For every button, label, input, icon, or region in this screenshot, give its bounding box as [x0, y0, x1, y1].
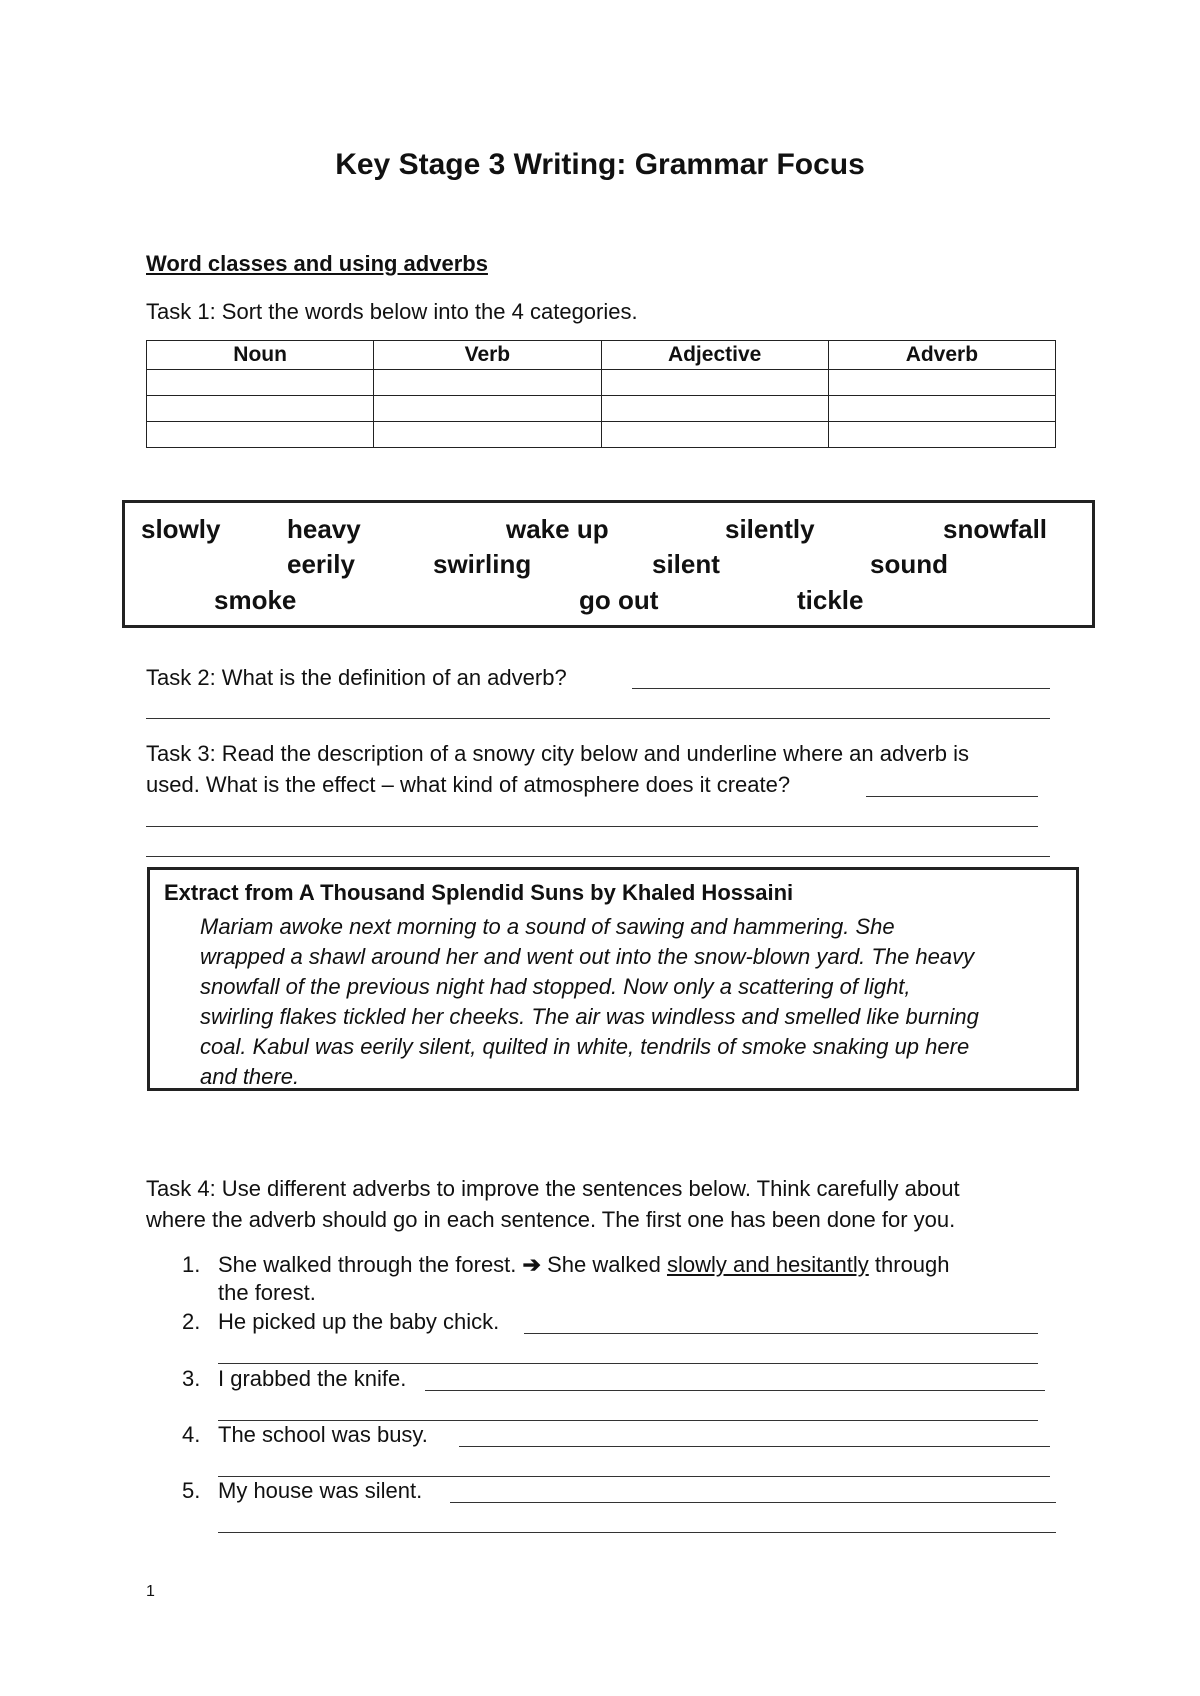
- word-bank-item: silently: [725, 514, 815, 544]
- arrow-right-icon: ➔: [522, 1252, 541, 1277]
- list-number: 4.: [182, 1422, 201, 1447]
- table-cell[interactable]: [374, 422, 601, 448]
- answer-line[interactable]: [632, 688, 1050, 689]
- answer-line[interactable]: [450, 1502, 1056, 1503]
- answer-line[interactable]: [425, 1390, 1045, 1391]
- item-sentence: The school was busy.: [218, 1422, 428, 1447]
- list-number: 3.: [182, 1366, 201, 1391]
- word-bank-item: silent: [652, 549, 720, 579]
- word-bank-item: wake up: [506, 514, 609, 544]
- word-bank-item: slowly: [141, 514, 221, 544]
- item-sentence: I grabbed the knife.: [218, 1366, 407, 1391]
- answer-line[interactable]: [218, 1363, 1038, 1364]
- extract-line: coal. Kabul was eerily silent, quilted in white, tendrils of smoke snaking up here: [200, 1034, 970, 1059]
- answer-line[interactable]: [866, 796, 1038, 797]
- list-number: 1.: [182, 1252, 201, 1277]
- extract-line: and there.: [200, 1064, 300, 1089]
- header-adverb: Adverb: [828, 341, 1055, 370]
- table-cell[interactable]: [828, 370, 1055, 396]
- extract-box: [147, 867, 1079, 1091]
- word-bank-item: snowfall: [943, 514, 1048, 544]
- example-answer-continuation: the forest.: [218, 1280, 316, 1305]
- example-answer-pre: She walked: [547, 1252, 661, 1277]
- answer-line[interactable]: [524, 1333, 1038, 1334]
- page-number: 1: [146, 1583, 155, 1600]
- item-sentence: My house was silent.: [218, 1478, 423, 1503]
- section-heading: Word classes and using adverbs: [146, 251, 488, 276]
- header-noun: Noun: [147, 341, 374, 370]
- extract-line: Mariam awoke next morning to a sound of sawing and hammering. She: [200, 914, 895, 939]
- extract-line: wrapped a shawl around her and went out into the snow-blown yard. The heavy: [200, 944, 975, 969]
- example-answer-adverbs: slowly and hesitantly: [666, 1252, 869, 1277]
- table-row: [147, 370, 1056, 396]
- item-sentence: She walked through the forest.: [218, 1252, 517, 1277]
- table-row: [147, 396, 1056, 422]
- task3-instruction-line2: used. What is the effect – what kind of atmosphere does it create?: [146, 772, 791, 797]
- extract-title: Extract from A Thousand Splendid Suns by Khaled Hossaini: [164, 880, 794, 905]
- table-cell[interactable]: [601, 396, 828, 422]
- answer-line[interactable]: [146, 718, 1050, 719]
- word-bank-item: go out: [579, 585, 659, 615]
- answer-line[interactable]: [218, 1476, 1050, 1477]
- word-bank-item: heavy: [287, 514, 361, 544]
- item-sentence: He picked up the baby chick.: [218, 1309, 500, 1334]
- header-adjective: Adjective: [601, 341, 828, 370]
- table-cell[interactable]: [374, 370, 601, 396]
- table-cell[interactable]: [147, 422, 374, 448]
- extract-line: snowfall of the previous night had stopped. Now only a scattering of light,: [200, 974, 911, 999]
- extract-body: [200, 912, 1060, 1092]
- task4-instruction-line1: Task 4: Use different adverbs to improve the sentences below. Think carefully about: [146, 1176, 960, 1201]
- table-cell[interactable]: [601, 422, 828, 448]
- list-number: 2.: [182, 1309, 201, 1334]
- header-verb: Verb: [374, 341, 601, 370]
- task1-instruction: Task 1: Sort the words below into the 4 categories.: [146, 299, 638, 324]
- table-row: [147, 422, 1056, 448]
- task3-instruction-line1: Task 3: Read the description of a snowy city below and underline where an adverb is: [146, 741, 970, 766]
- table-cell[interactable]: [147, 396, 374, 422]
- word-bank-item: swirling: [433, 549, 532, 579]
- word-bank-item: smoke: [214, 585, 297, 615]
- table-cell[interactable]: [828, 396, 1055, 422]
- table-cell[interactable]: [828, 422, 1055, 448]
- answer-line[interactable]: [459, 1446, 1050, 1447]
- list-number: 5.: [182, 1478, 201, 1503]
- word-bank-item: tickle: [797, 585, 864, 615]
- list-item: [218, 1252, 950, 1278]
- answer-line[interactable]: [146, 856, 1050, 857]
- table-cell[interactable]: [601, 370, 828, 396]
- table-cell[interactable]: [147, 370, 374, 396]
- answer-line[interactable]: [146, 826, 1038, 827]
- page-title: Key Stage 3 Writing: Grammar Focus: [335, 148, 865, 181]
- answer-line[interactable]: [218, 1532, 1056, 1533]
- task4-instruction-line2: where the adverb should go in each sentence. The first one has been done for you.: [146, 1207, 956, 1232]
- word-sort-table: [146, 340, 1056, 448]
- table-header-row: [147, 341, 1056, 370]
- example-answer-post: through: [874, 1252, 950, 1277]
- word-bank-item: eerily: [287, 549, 355, 579]
- task2-instruction: Task 2: What is the definition of an adverb?: [146, 665, 567, 690]
- word-bank-item: sound: [870, 549, 948, 579]
- word-bank-box: [122, 500, 1095, 628]
- table-cell[interactable]: [374, 396, 601, 422]
- extract-line: swirling flakes tickled her cheeks. The air was windless and smelled like burning: [200, 1004, 979, 1029]
- answer-line[interactable]: [218, 1420, 1038, 1421]
